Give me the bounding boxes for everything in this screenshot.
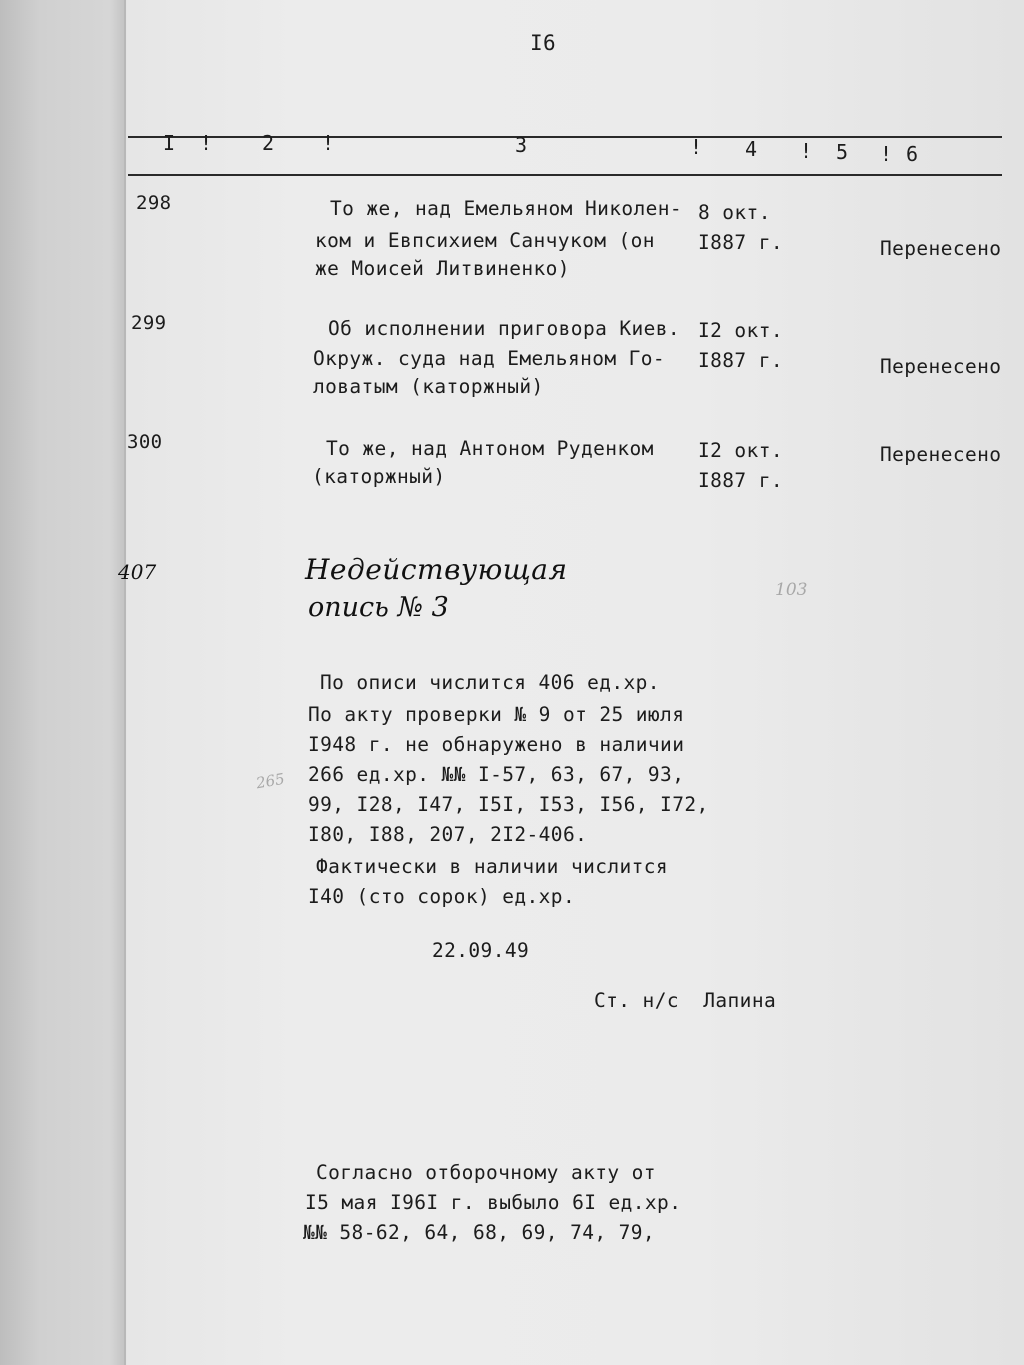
entry-status: Перенесено [880,237,1002,260]
page-number: I6 [530,31,557,55]
summary-line: Фактически в наличии числится [316,855,669,878]
summary-line: По описи числится 406 ед.хр. [320,671,660,694]
previous-sheet-edge [0,0,124,1365]
header-col-5: 5 [836,140,849,164]
entry-number: 300 [127,431,163,453]
header-separator: ! [880,142,893,166]
header-col-6: 6 [906,142,919,166]
header-separator: ! [322,131,335,155]
sheet-fold-line [124,0,126,1365]
margin-pencil-note: 103 [775,580,808,600]
entry-date: I887 г. [698,231,783,254]
entry-date: I887 г. [698,469,783,492]
handwritten-note-line-1: Недействующая [305,553,568,586]
entry-status: Перенесено [880,355,1002,378]
handwritten-number: 407 [118,560,157,584]
summary-line: 266 ед.хр. №№ I-57, 63, 67, 93, [308,763,685,786]
header-separator: ! [200,131,213,155]
entry-title-line: Окруж. суда над Емельяном Го- [313,347,666,370]
entry-title-line: То же, над Антоном Руденком [326,437,654,460]
summary-line: I948 г. не обнаружено в наличии [308,733,685,756]
header-col-4: 4 [745,137,758,161]
entry-title-line: Об исполнении приговора Киев. [328,317,681,340]
summary-line: 99, I28, I47, I5I, I53, I56, I72, [308,793,709,816]
signature-line: Ст. н/с Лапина [594,989,777,1012]
header-col-2: 2 [262,131,275,155]
entry-date: I887 г. [698,349,783,372]
header-separator: ! [690,135,703,159]
entry-date: I2 окт. [698,319,783,342]
summary-line: По акту проверки № 9 от 25 июля [308,703,685,726]
handwritten-note-line-2: опись № 3 [308,592,449,623]
entry-date: 8 окт. [698,201,771,224]
summary-line: I40 (сто сорок) ед.хр. [308,885,576,908]
entry-number: 298 [136,192,172,214]
header-top-rule [128,136,1002,138]
entry-title-line: То же, над Емельяном Николен- [330,197,683,220]
closing-line: №№ 58-62, 64, 68, 69, 74, 79, [303,1221,656,1244]
closing-line: I5 мая I96I г. выбыло 6I ед.хр. [305,1191,682,1214]
entry-status: Перенесено [880,443,1002,466]
entry-number: 299 [131,312,167,334]
summary-line: I80, I88, 207, 2I2-406. [308,823,588,846]
header-col-1: I [163,131,176,155]
signature-date: 22.09.49 [432,939,530,962]
closing-line: Согласно отборочному акту от [316,1161,656,1184]
entry-title-line: ком и Евпсихием Санчуком (он [315,229,655,252]
entry-title-line: (каторжный) [312,465,446,488]
entry-title-line: же Моисей Литвиненко) [315,257,570,280]
margin-pencil-note: 265 [254,769,286,793]
header-bottom-rule [128,174,1002,176]
header-separator: ! [800,139,813,163]
entry-title-line: ловатым (каторжный) [313,375,544,398]
entry-date: I2 окт. [698,439,783,462]
header-col-3: 3 [515,133,528,157]
